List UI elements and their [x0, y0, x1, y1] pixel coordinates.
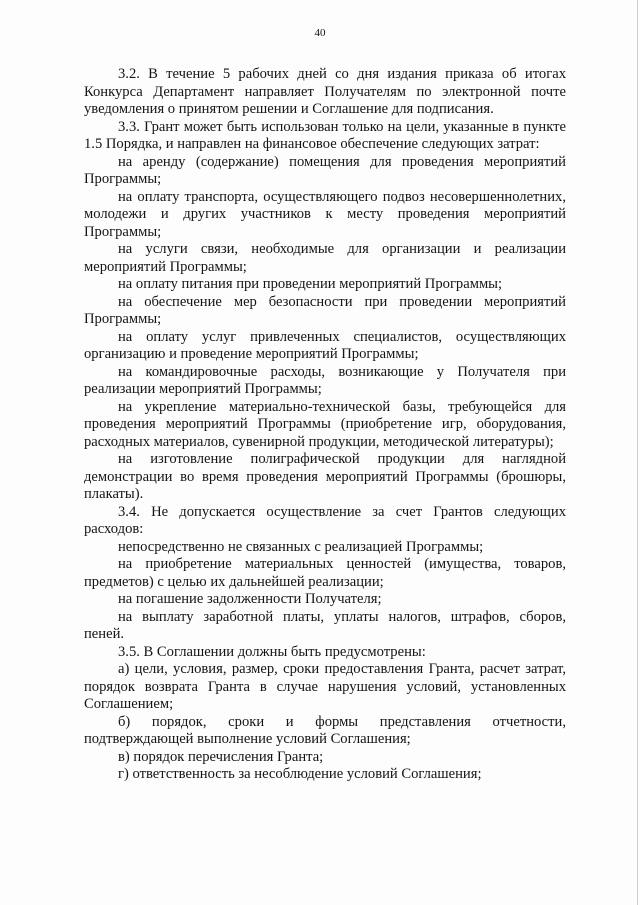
list-item-a: а) цели, условия, размер, сроки предоставления Гранта, расчет затрат, порядок возврата Гранта в случае нарушения условий, установленных Соглашением;: [84, 661, 566, 712]
list-item-salary: на выплату заработной платы, уплаты налогов, штрафов, сборов, пеней.: [84, 608, 566, 642]
document-body: [84, 66, 566, 784]
list-item-communication: на услуги связи, необходимые для организации и реализации мероприятий Программы;: [84, 241, 566, 275]
list-item-d: г) ответственность за несоблюдение условий Соглашения;: [118, 766, 482, 782]
list-item-travel: на командировочные расходы, возникающие у Получателя при реализации мероприятий Программы;: [84, 363, 566, 397]
page-edge: [637, 0, 638, 905]
list-item-b: б) порядок, сроки и формы представления отчетности, подтверждающей выполнение условий Соглашения;: [84, 713, 566, 747]
list-item-food: на оплату питания при проведении мероприятий Программы;: [118, 276, 503, 292]
page-number: 40: [314, 27, 326, 39]
list-item-printing: на изготовление полиграфической продукции для наглядной демонстрации во время проведения мероприятий Программы (брошюры, плакаты).: [84, 451, 566, 502]
list-item-specialists: на оплату услуг привлеченных специалистов, осуществляющих организацию и проведение мероприятий Программы;: [84, 328, 566, 362]
paragraph-3-4: 3.4. Не допускается осуществление за счет Грантов следующих расходов:: [84, 503, 566, 537]
paragraph-3-2: 3.2. В течение 5 рабочих дней со дня издания приказа об итогах Конкурса Департамент направляет Получателям по электронной почте уведомления о принятом решении и Соглашение для подписания.: [84, 66, 566, 117]
list-item-resale: на приобретение материальных ценностей (имущества, товаров, предметов) с целью их дальнейшей реализации;: [84, 556, 566, 590]
list-item-transport: на оплату транспорта, осуществляющего подвоз несовершеннолетних, молодежи и других участников к месту проведения мероприятий Программы;: [84, 188, 566, 240]
list-item-material-base: на укрепление материально-технической базы, требующейся для проведения мероприятий Программы (приобретение игр, оборудования, расходных материалов, сувенирной продукции, методической литературы);: [84, 398, 566, 450]
list-item-c: в) порядок перечисления Гранта;: [118, 748, 324, 765]
list-item-unrelated: непосредственно не связанных с реализацией Программы;: [118, 538, 484, 555]
paragraph-3-5: 3.5. В Соглашении должны быть предусмотрены:: [118, 643, 426, 660]
list-item-rent: на аренду (содержание) помещения для проведения мероприятий Программы;: [84, 153, 566, 187]
list-item-debt: на погашение задолженности Получателя;: [118, 591, 382, 607]
list-item-security: на обеспечение мер безопасности при проведении мероприятий Программы;: [84, 293, 566, 327]
paragraph-3-3: 3.3. Грант может быть использован только на цели, указанные в пункте 1.5 Порядка, и направлен на финансовое обеспечение следующих затрат:: [84, 118, 566, 152]
